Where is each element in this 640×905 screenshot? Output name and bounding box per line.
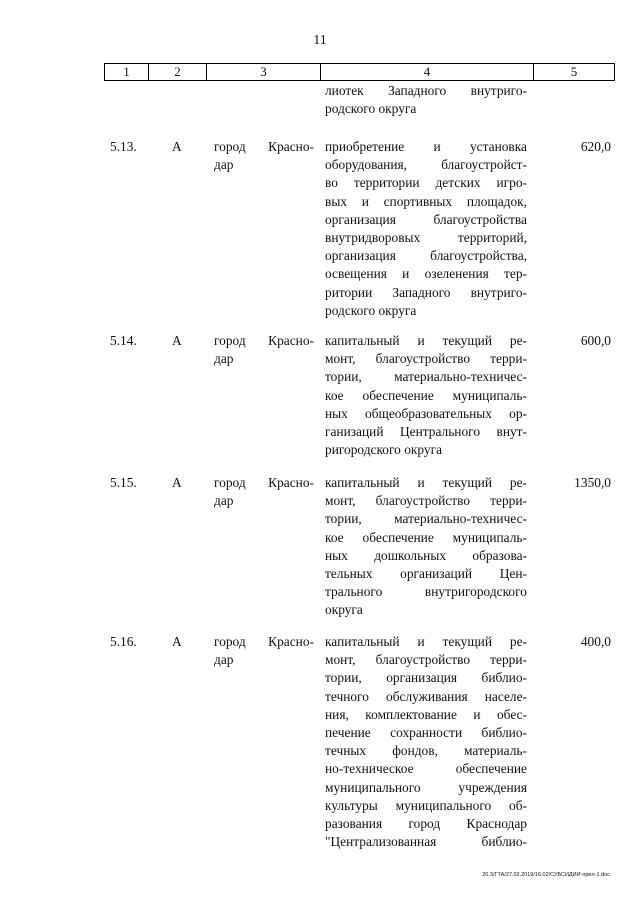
desc-line: монт, благоустройство терри-: [325, 652, 527, 668]
row-description: [325, 633, 527, 851]
desc-line: тории, организация библио-: [325, 670, 527, 686]
row-amount: 600,0: [580, 333, 611, 348]
desc-line: вых и спортивных площадок,: [325, 193, 527, 209]
continuation-line: лиотек Западного внутриго-: [325, 83, 527, 98]
desc-line: ригородского округа: [325, 442, 443, 458]
header-col-3: 3: [207, 64, 321, 80]
desc-line: освещения и озеленения тер-: [325, 266, 527, 282]
city-line: дар: [214, 351, 234, 367]
desc-line: культуры муниципального об-: [325, 797, 527, 813]
desc-line: тельных организаций Цен-: [325, 565, 527, 581]
city-word: Красно-: [268, 333, 314, 348]
desc-line: но-техническое обеспечение: [325, 761, 527, 777]
desc-line: во территории детских игро-: [325, 175, 527, 191]
desc-line: трального внутригородского: [325, 584, 527, 600]
desc-line: ния, комплектование и обес-: [325, 706, 527, 722]
desc-line: внутридворовых территорий,: [325, 229, 527, 245]
desc-line: кое обеспечение муниципаль-: [325, 529, 527, 545]
row-amount: 400,0: [580, 634, 611, 649]
row-number: 5.15.: [110, 475, 137, 490]
city-word: Красно-: [268, 475, 314, 490]
row-letter: А: [172, 139, 182, 154]
city-line: дар: [214, 157, 234, 173]
desc-line: тории, материально-техничес-: [325, 369, 527, 385]
desc-line: тории, материально-техничес-: [325, 511, 527, 527]
desc-line: монт, благоустройство терри-: [325, 351, 527, 367]
desc-line: капитальный и текущий ре-: [325, 333, 527, 348]
desc-line: кое обеспечение муниципаль-: [325, 387, 527, 403]
table-header: [104, 63, 615, 81]
desc-line: организация благоустройства: [325, 211, 527, 227]
desc-line: муниципального учреждения: [325, 779, 527, 795]
continuation-text: [325, 82, 527, 118]
city-line: дар: [214, 652, 234, 668]
desc-line: течных фондов, материаль-: [325, 743, 527, 759]
page-number: 11: [313, 33, 327, 48]
footer-file-path: 20.3/ГТА/27.02.2019/16:02/СУБСИДИИ-прил-1.doc: [482, 872, 610, 878]
row-letter: А: [172, 634, 182, 649]
desc-line: капитальный и текущий ре-: [325, 475, 527, 490]
header-col-2: 2: [149, 64, 207, 80]
row-city: [214, 138, 314, 174]
row-description: [325, 138, 527, 320]
header-col-5: 5: [570, 64, 578, 79]
header-col-4: 4: [321, 64, 534, 80]
desc-line: ганизаций Центрального внут-: [325, 423, 527, 439]
desc-line: ных общеобразовательных ор-: [325, 405, 527, 421]
row-amount: 1350,0: [574, 475, 611, 490]
desc-line: ных дошкольных образова-: [325, 547, 527, 563]
desc-line: ритории Западного внутриго-: [325, 284, 527, 300]
desc-line: родского округа: [325, 302, 417, 318]
city-word: Красно-: [268, 139, 314, 154]
city-word: город: [214, 139, 246, 154]
city-word: город: [214, 634, 246, 649]
desc-line: капитальный и текущий ре-: [325, 634, 527, 649]
row-city: [214, 332, 314, 368]
row-city: [214, 474, 314, 510]
desc-line: разования город Краснодар: [325, 815, 527, 831]
desc-line: монт, благоустройство терри-: [325, 493, 527, 509]
desc-line: печение сохранности библио-: [325, 724, 527, 740]
row-city: [214, 633, 314, 669]
row-description: [325, 474, 527, 620]
header-col-1: 1: [105, 64, 149, 80]
row-number: 5.16.: [110, 634, 137, 649]
row-number: 5.13.: [110, 139, 137, 154]
row-description: [325, 332, 527, 459]
desc-line: приобретение и установка: [325, 139, 527, 154]
desc-line: округа: [325, 602, 363, 618]
city-word: город: [214, 333, 246, 348]
desc-line: организация благоустройства,: [325, 248, 527, 264]
row-number: 5.14.: [110, 333, 137, 348]
row-amount: 620,0: [580, 139, 611, 154]
row-letter: А: [172, 333, 182, 348]
city-line: дар: [214, 493, 234, 509]
desc-line: оборудования, благоустройст-: [325, 157, 527, 173]
city-word: Красно-: [268, 634, 314, 649]
city-word: город: [214, 475, 246, 490]
row-letter: А: [172, 475, 182, 490]
desc-line: течного обслуживания населе-: [325, 688, 527, 704]
desc-line: "Централизованная библио-: [325, 834, 527, 850]
continuation-line: родского округа: [325, 101, 417, 117]
